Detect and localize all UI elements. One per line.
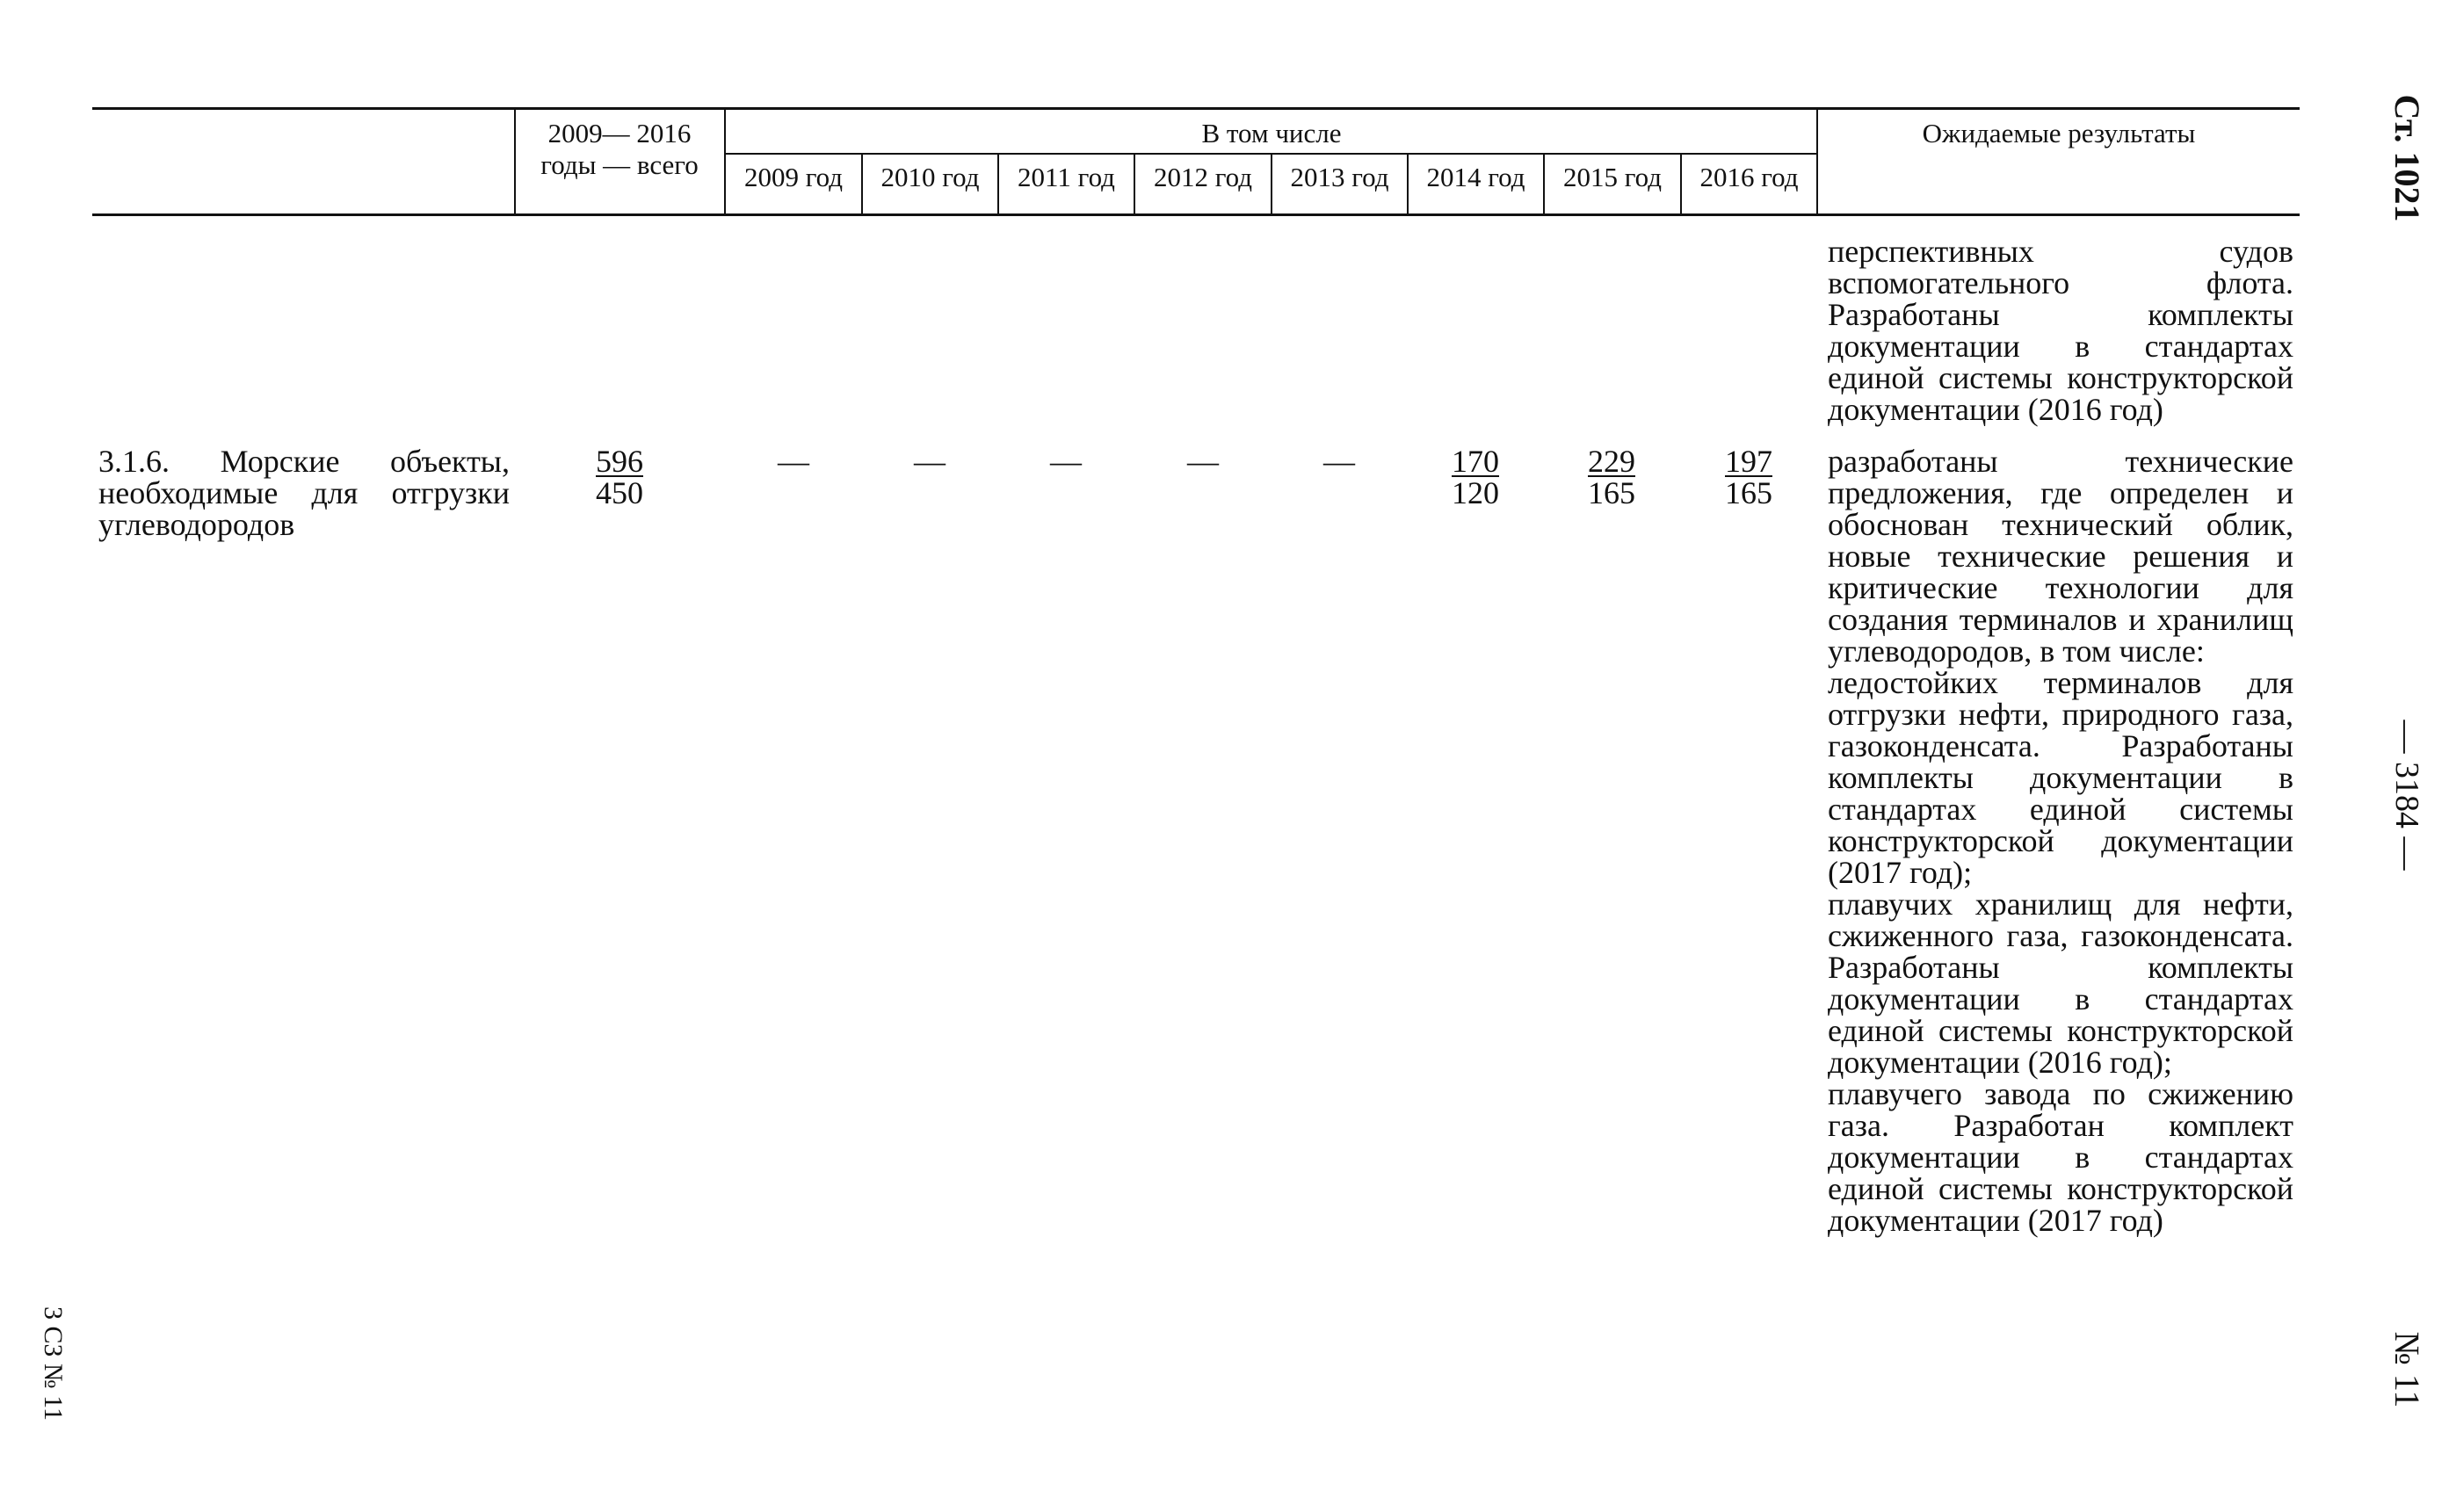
row-results-paragraph-2: ледостойких терминалов для отгрузки нефти, природного газа, газоконденсата. Разработаны комплекты документации в стандартах единой системы конструкторской документации (2017 год); <box>1828 665 2293 890</box>
header-including: В том числе <box>1201 118 1342 148</box>
row-total-numerator: 596 <box>596 444 643 479</box>
header-total: 2009— 2016 годы — всего <box>540 118 699 180</box>
header-year-2010: 2010 год <box>880 162 980 192</box>
row-total-denominator: 450 <box>596 475 643 510</box>
row-total <box>567 445 672 509</box>
header-year-2014: 2014 год <box>1426 162 1525 192</box>
header-year-2016: 2016 год <box>1699 162 1799 192</box>
row-name: 3.1.6. Морские объекты, необходимые для отгрузки углеводородов <box>98 444 510 542</box>
row-2016-value <box>1696 445 1801 509</box>
col-divider-name <box>514 107 516 215</box>
row-2015-denominator: 165 <box>1588 475 1635 510</box>
row-results-paragraph-3: плавучих хранилищ для нефти, сжиженного газа, газоконденсата. Разработаны комплекты документации в стандартах единой системы конструкторской документации (2016 год); <box>1828 886 2293 1080</box>
header-year-2015: 2015 год <box>1562 162 1663 192</box>
row-2016-numerator: 197 <box>1725 444 1772 479</box>
page-folio: — 3184 — <box>2388 720 2425 871</box>
row-2009-value: — <box>778 444 809 479</box>
row-2014-value <box>1423 445 1528 509</box>
row-results-paragraph-4: плавучего завода по сжижению газа. Разработан комплект документации в стандартах единой системы конструкторской документации (2017 год) <box>1828 1076 2293 1238</box>
table-header-bottom-rule <box>92 213 2300 216</box>
row-2013-value: — <box>1323 444 1355 479</box>
row-2014-denominator: 120 <box>1452 475 1499 510</box>
header-year-2013: 2013 год <box>1290 162 1389 192</box>
header-year-2012: 2012 год <box>1153 162 1253 192</box>
row-2014-numerator: 170 <box>1452 444 1499 479</box>
row-2015-value <box>1559 445 1664 509</box>
page-number-label: Ст. 1021 <box>2387 94 2427 222</box>
row-results <box>1828 445 2293 1236</box>
header-expected-results: Ожидаемые результаты <box>1922 118 2196 148</box>
table-top-rule <box>92 107 2300 110</box>
row-2015-numerator: 229 <box>1588 444 1635 479</box>
header-year-2011: 2011 год <box>1018 162 1115 192</box>
issue-number-right: № 11 <box>2387 1331 2427 1408</box>
header-year-2009: 2009 год <box>743 162 844 192</box>
row-2016-denominator: 165 <box>1725 475 1772 510</box>
continuation-results: перспективных судов вспомогательного флота. Разработаны комплекты документации в стандартах единой системы конструкторской документации (2016 год) <box>1828 234 2293 427</box>
row-2012-value: — <box>1187 444 1219 479</box>
row-results-paragraph-1: разработаны технические предложения, где определен и обоснован технический облик, новые технические решения и критические технологии для создания терминалов и хранилищ углеводородов, в том числе: <box>1828 444 2293 669</box>
issue-number-left: 3 СЗ № 11 <box>39 1306 68 1422</box>
row-2011-value: — <box>1050 444 1082 479</box>
row-2010-value: — <box>914 444 946 479</box>
